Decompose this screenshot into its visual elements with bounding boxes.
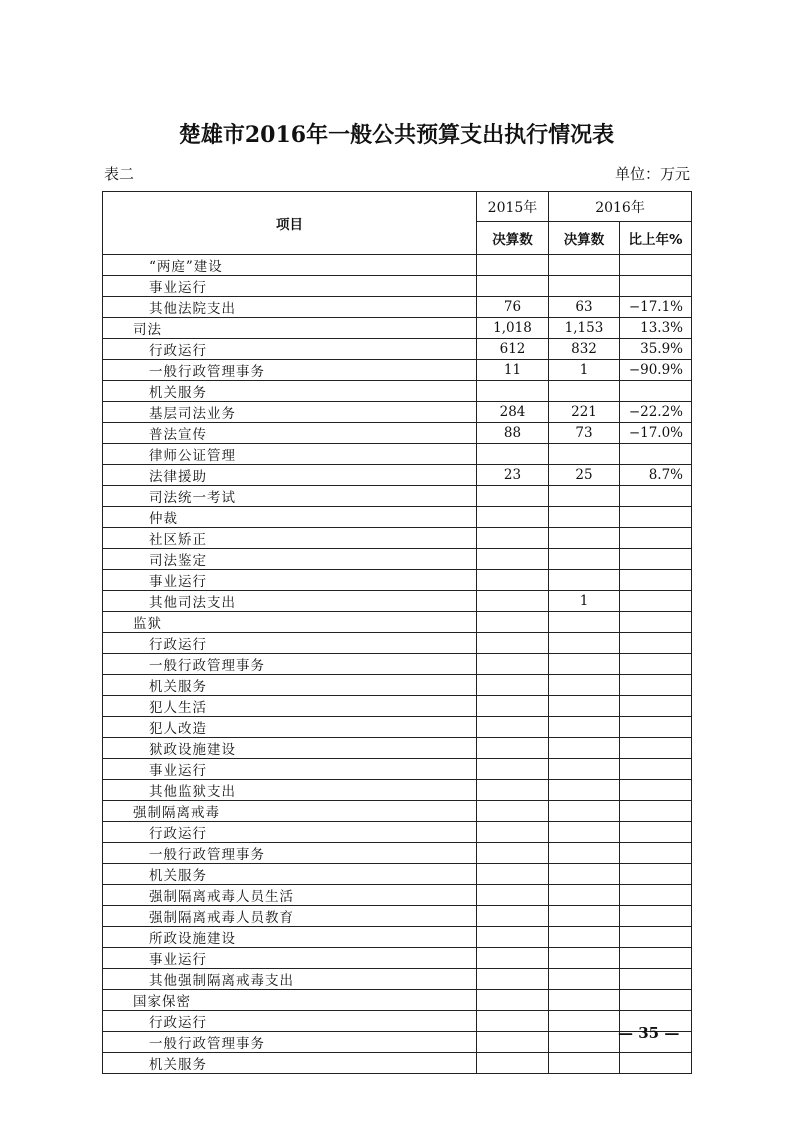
row-value-2015: 612 — [477, 339, 549, 360]
table-row — [103, 570, 692, 591]
row-change-pct: −22.2% — [620, 402, 692, 423]
row-value-2015 — [477, 948, 549, 969]
table-row — [103, 591, 692, 612]
row-value-2016 — [549, 717, 620, 738]
row-value-2016 — [549, 675, 620, 696]
table-row — [103, 843, 692, 864]
row-change-pct — [620, 990, 692, 1011]
row-value-2015 — [477, 276, 549, 297]
row-change-pct — [620, 759, 692, 780]
row-value-2016 — [549, 759, 620, 780]
row-change-pct — [620, 969, 692, 990]
table-row — [103, 423, 692, 444]
row-value-2015 — [477, 675, 549, 696]
row-value-2016 — [549, 864, 620, 885]
row-change-pct — [620, 1053, 692, 1074]
row-value-2016 — [549, 1011, 620, 1032]
row-item-name: 强制隔离戒毒 — [103, 801, 477, 822]
row-change-pct — [620, 381, 692, 402]
row-value-2016 — [549, 255, 620, 276]
row-value-2015 — [477, 381, 549, 402]
table-row — [103, 297, 692, 318]
page-title: 楚雄市2016年一般公共预算支出执行情况表 — [178, 122, 615, 148]
row-value-2016 — [549, 969, 620, 990]
table-row — [103, 381, 692, 402]
row-item-name: 其他监狱支出 — [103, 780, 477, 801]
row-change-pct — [620, 780, 692, 801]
row-item-name: 犯人改造 — [103, 717, 477, 738]
row-value-2015: 88 — [477, 423, 549, 444]
row-change-pct: 35.9% — [620, 339, 692, 360]
table-row — [103, 927, 692, 948]
row-value-2015 — [477, 801, 549, 822]
row-item-name: 强制隔离戒毒人员教育 — [103, 906, 477, 927]
row-value-2016: 832 — [549, 339, 620, 360]
row-item-name: 国家保密 — [103, 990, 477, 1011]
table-row — [103, 1011, 692, 1032]
table-row — [103, 507, 692, 528]
table-row — [103, 612, 692, 633]
table-row — [103, 528, 692, 549]
row-value-2016 — [549, 906, 620, 927]
row-item-name: 狱政设施建设 — [103, 738, 477, 759]
table-row — [103, 675, 692, 696]
table-row — [103, 318, 692, 339]
table-row — [103, 486, 692, 507]
row-value-2016 — [549, 927, 620, 948]
row-value-2016: 1 — [549, 591, 620, 612]
row-item-name: 监狱 — [103, 612, 477, 633]
row-value-2016 — [549, 486, 620, 507]
row-value-2016 — [549, 843, 620, 864]
row-value-2016 — [549, 444, 620, 465]
row-item-name: 机关服务 — [103, 381, 477, 402]
table-row — [103, 339, 692, 360]
row-change-pct: −17.0% — [620, 423, 692, 444]
header-year-2016: 2016年 — [549, 192, 692, 222]
table-row — [103, 864, 692, 885]
row-item-name: 司法 — [103, 318, 477, 339]
unit-label: 单位：万元 — [614, 165, 690, 183]
row-value-2016 — [549, 696, 620, 717]
row-change-pct: −90.9% — [620, 360, 692, 381]
row-item-name: 一般行政管理事务 — [103, 654, 477, 675]
row-item-name: 行政运行 — [103, 633, 477, 654]
row-value-2015 — [477, 1011, 549, 1032]
table-label: 表二 — [104, 165, 135, 183]
row-item-name: 一般行政管理事务 — [103, 360, 477, 381]
row-item-name: 事业运行 — [103, 570, 477, 591]
row-value-2016 — [549, 507, 620, 528]
row-change-pct — [620, 549, 692, 570]
row-value-2015: 76 — [477, 297, 549, 318]
row-item-name: 基层司法业务 — [103, 402, 477, 423]
row-item-name: 事业运行 — [103, 948, 477, 969]
row-value-2015 — [477, 906, 549, 927]
row-value-2016 — [549, 1053, 620, 1074]
row-value-2015 — [477, 738, 549, 759]
row-value-2015: 11 — [477, 360, 549, 381]
row-item-name: 其他强制隔离戒毒支出 — [103, 969, 477, 990]
row-value-2015 — [477, 885, 549, 906]
row-value-2016 — [549, 885, 620, 906]
table-row — [103, 1032, 692, 1053]
row-value-2016 — [549, 276, 620, 297]
table-row — [103, 276, 692, 297]
table-row — [103, 402, 692, 423]
row-value-2016: 1,153 — [549, 318, 620, 339]
row-value-2015 — [477, 1053, 549, 1074]
table-row — [103, 906, 692, 927]
row-value-2016 — [549, 801, 620, 822]
table-row — [103, 633, 692, 654]
row-item-name: 仲裁 — [103, 507, 477, 528]
row-value-2015 — [477, 864, 549, 885]
row-change-pct — [620, 444, 692, 465]
row-value-2015 — [477, 780, 549, 801]
row-change-pct — [620, 822, 692, 843]
row-value-2016 — [549, 990, 620, 1011]
row-value-2016 — [549, 738, 620, 759]
row-value-2016 — [549, 1032, 620, 1053]
row-value-2016 — [549, 612, 620, 633]
table-row — [103, 885, 692, 906]
row-item-name: “两庭”建设 — [103, 255, 477, 276]
row-value-2015 — [477, 507, 549, 528]
row-item-name: 事业运行 — [103, 276, 477, 297]
row-change-pct — [620, 864, 692, 885]
row-change-pct — [620, 486, 692, 507]
row-value-2016: 1 — [549, 360, 620, 381]
row-change-pct — [620, 528, 692, 549]
header-year-2015: 2015年 — [477, 192, 549, 222]
table-row — [103, 759, 692, 780]
row-value-2015 — [477, 843, 549, 864]
table-row — [103, 255, 692, 276]
row-value-2016 — [549, 948, 620, 969]
row-item-name: 机关服务 — [103, 675, 477, 696]
row-change-pct — [620, 906, 692, 927]
budget-table — [102, 191, 692, 1074]
row-item-name: 行政运行 — [103, 1011, 477, 1032]
table-row — [103, 654, 692, 675]
row-value-2015: 1,018 — [477, 318, 549, 339]
row-change-pct — [620, 570, 692, 591]
row-item-name: 社区矫正 — [103, 528, 477, 549]
table-row — [103, 822, 692, 843]
row-value-2016: 221 — [549, 402, 620, 423]
row-value-2015 — [477, 570, 549, 591]
row-change-pct — [620, 927, 692, 948]
row-value-2016 — [549, 528, 620, 549]
row-value-2016: 63 — [549, 297, 620, 318]
row-item-name: 机关服务 — [103, 864, 477, 885]
row-change-pct — [620, 591, 692, 612]
row-change-pct — [620, 885, 692, 906]
table-row — [103, 717, 692, 738]
row-value-2015 — [477, 969, 549, 990]
row-value-2015 — [477, 549, 549, 570]
row-change-pct: 8.7% — [620, 465, 692, 486]
row-value-2015 — [477, 633, 549, 654]
row-change-pct — [620, 633, 692, 654]
row-item-name: 一般行政管理事务 — [103, 1032, 477, 1053]
row-value-2015 — [477, 990, 549, 1011]
row-item-name: 强制隔离戒毒人员生活 — [103, 885, 477, 906]
table-body — [103, 255, 692, 1074]
row-change-pct — [620, 507, 692, 528]
row-change-pct — [620, 738, 692, 759]
row-value-2015 — [477, 612, 549, 633]
row-item-name: 事业运行 — [103, 759, 477, 780]
row-value-2015 — [477, 759, 549, 780]
row-change-pct — [620, 675, 692, 696]
row-change-pct — [620, 654, 692, 675]
row-value-2015 — [477, 927, 549, 948]
row-change-pct — [620, 255, 692, 276]
header-2016-final: 决算数 — [549, 222, 620, 255]
header-item: 项目 — [103, 192, 477, 255]
row-change-pct — [620, 696, 692, 717]
row-change-pct — [620, 612, 692, 633]
row-value-2016 — [549, 549, 620, 570]
row-change-pct — [620, 801, 692, 822]
row-change-pct — [620, 843, 692, 864]
table-row — [103, 969, 692, 990]
row-item-name: 行政运行 — [103, 339, 477, 360]
table-row — [103, 990, 692, 1011]
row-item-name: 行政运行 — [103, 822, 477, 843]
row-item-name: 一般行政管理事务 — [103, 843, 477, 864]
table-row — [103, 738, 692, 759]
row-value-2016 — [549, 381, 620, 402]
table-row — [103, 360, 692, 381]
row-item-name: 律师公证管理 — [103, 444, 477, 465]
row-value-2015 — [477, 654, 549, 675]
row-item-name: 法律援助 — [103, 465, 477, 486]
row-value-2016 — [549, 570, 620, 591]
row-value-2015 — [477, 444, 549, 465]
row-value-2015: 23 — [477, 465, 549, 486]
row-item-name: 其他法院支出 — [103, 297, 477, 318]
row-value-2015 — [477, 822, 549, 843]
row-change-pct: −17.1% — [620, 297, 692, 318]
row-change-pct — [620, 948, 692, 969]
table-row — [103, 465, 692, 486]
row-item-name: 司法鉴定 — [103, 549, 477, 570]
row-item-name: 司法统一考试 — [103, 486, 477, 507]
table-row — [103, 444, 692, 465]
row-value-2016 — [549, 654, 620, 675]
row-change-pct: 13.3% — [620, 318, 692, 339]
table-row — [103, 948, 692, 969]
table-row — [103, 696, 692, 717]
header-2015-final: 决算数 — [477, 222, 549, 255]
row-value-2016 — [549, 822, 620, 843]
page-number: — 35 — — [618, 1024, 680, 1042]
row-value-2016 — [549, 633, 620, 654]
row-change-pct — [620, 276, 692, 297]
table-row — [103, 780, 692, 801]
row-value-2015 — [477, 591, 549, 612]
row-item-name: 普法宣传 — [103, 423, 477, 444]
row-change-pct — [620, 717, 692, 738]
row-value-2015 — [477, 528, 549, 549]
table-row — [103, 549, 692, 570]
row-item-name: 犯人生活 — [103, 696, 477, 717]
row-value-2015: 284 — [477, 402, 549, 423]
table-row — [103, 801, 692, 822]
row-item-name: 所政设施建设 — [103, 927, 477, 948]
row-value-2015 — [477, 486, 549, 507]
table-row — [103, 1053, 692, 1074]
row-value-2015 — [477, 1032, 549, 1053]
row-value-2016: 25 — [549, 465, 620, 486]
row-value-2016 — [549, 780, 620, 801]
row-value-2015 — [477, 255, 549, 276]
row-item-name: 其他司法支出 — [103, 591, 477, 612]
row-value-2015 — [477, 696, 549, 717]
row-value-2016: 73 — [549, 423, 620, 444]
row-value-2015 — [477, 717, 549, 738]
header-change: 比上年% — [620, 222, 692, 255]
row-item-name: 机关服务 — [103, 1053, 477, 1074]
